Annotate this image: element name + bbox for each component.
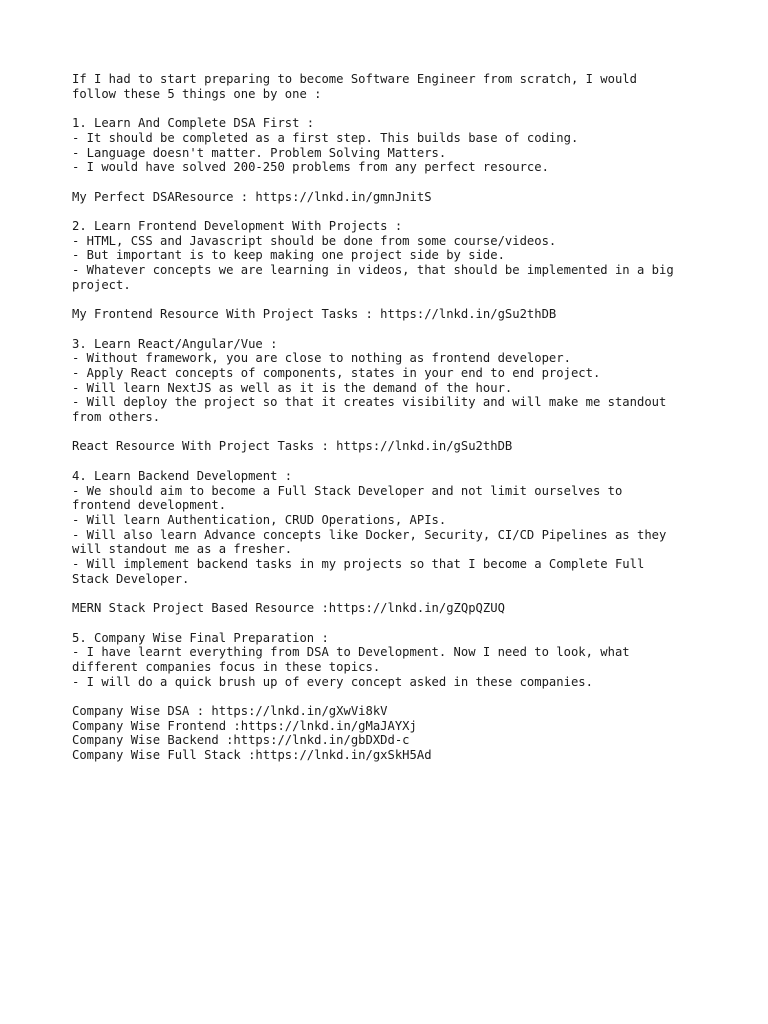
- resource-line: Company Wise Frontend :https://lnkd.in/gMaJAYXj: [72, 718, 417, 733]
- bullet-line: - Apply React concepts of components, states in your end to end project.: [72, 365, 601, 380]
- bullet-line: will standout me as a fresher.: [72, 542, 293, 557]
- section-heading: 4. Learn Backend Development :: [72, 468, 293, 483]
- bullet-line: - Will learn NextJS as well as it is the demand of the hour.: [72, 380, 513, 395]
- blank-line: [72, 425, 696, 440]
- section-5: [72, 631, 696, 763]
- section-heading: 3. Learn React/Angular/Vue :: [72, 336, 278, 351]
- resource-line: Company Wise Backend :https://lnkd.in/gbDXDd-c: [72, 733, 410, 748]
- section-heading: 5. Company Wise Final Preparation :: [72, 630, 329, 645]
- bullet-line: frontend development.: [72, 498, 227, 513]
- text-line: follow these 5 things one by one :: [72, 86, 322, 101]
- document-page: [72, 72, 696, 763]
- resource-line: My Perfect DSAResource : https://lnkd.in/gmnJnitS: [72, 189, 432, 204]
- blank-line: [72, 101, 696, 116]
- bullet-line: - Whatever concepts we are learning in videos, that should be implemented in a big: [72, 263, 674, 278]
- bullet-line: - But important is to keep making one project side by side.: [72, 248, 505, 263]
- bullet-line: - I will do a quick brush up of every concept asked in these companies.: [72, 674, 593, 689]
- intro-paragraph: [72, 72, 696, 101]
- section-4: [72, 469, 696, 616]
- blank-line: [72, 587, 696, 602]
- blank-line: [72, 175, 696, 190]
- section-heading: 1. Learn And Complete DSA First :: [72, 116, 315, 131]
- bullet-line: - Will deploy the project so that it creates visibility and will make me standout: [72, 395, 667, 410]
- blank-line: [72, 322, 696, 337]
- blank-line: [72, 204, 696, 219]
- bullet-line: Stack Developer.: [72, 571, 190, 586]
- blank-line: [72, 454, 696, 469]
- resource-line: MERN Stack Project Based Resource :https://lnkd.in/gZQpQZUQ: [72, 601, 505, 616]
- bullet-line: from others.: [72, 410, 161, 425]
- bullet-line: - Language doesn't matter. Problem Solving Matters.: [72, 145, 447, 160]
- bullet-line: - HTML, CSS and Javascript should be done from some course/videos.: [72, 233, 557, 248]
- bullet-line: - I have learnt everything from DSA to Development. Now I need to look, what: [72, 645, 630, 660]
- bullet-line: - It should be completed as a first step. This builds base of coding.: [72, 130, 579, 145]
- bullet-line: - Will implement backend tasks in my projects so that I become a Complete Full: [72, 557, 645, 572]
- resource-line: Company Wise DSA : https://lnkd.in/gXwVi8kV: [72, 704, 388, 719]
- resource-line: My Frontend Resource With Project Tasks : https://lnkd.in/gSu2thDB: [72, 307, 557, 322]
- blank-line: [72, 689, 696, 704]
- bullet-line: different companies focus in these topics.: [72, 659, 381, 674]
- section-2: [72, 219, 696, 322]
- bullet-line: - Will also learn Advance concepts like Docker, Security, CI/CD Pipelines as they: [72, 527, 667, 542]
- text-line: If I had to start preparing to become Software Engineer from scratch, I would: [72, 72, 637, 86]
- resource-line: React Resource With Project Tasks : https://lnkd.in/gSu2thDB: [72, 439, 513, 454]
- blank-line: [72, 616, 696, 631]
- bullet-line: - Will learn Authentication, CRUD Operations, APIs.: [72, 512, 447, 527]
- bullet-line: - I would have solved 200-250 problems from any perfect resource.: [72, 160, 549, 175]
- section-1: [72, 116, 696, 204]
- section-3: [72, 337, 696, 455]
- bullet-line: project.: [72, 277, 131, 292]
- section-heading: 2. Learn Frontend Development With Projects :: [72, 218, 403, 233]
- bullet-line: - Without framework, you are close to nothing as frontend developer.: [72, 351, 571, 366]
- resource-line: Company Wise Full Stack :https://lnkd.in/gxSkH5Ad: [72, 748, 432, 763]
- blank-line: [72, 293, 696, 308]
- bullet-line: - We should aim to become a Full Stack Developer and not limit ourselves to: [72, 483, 623, 498]
